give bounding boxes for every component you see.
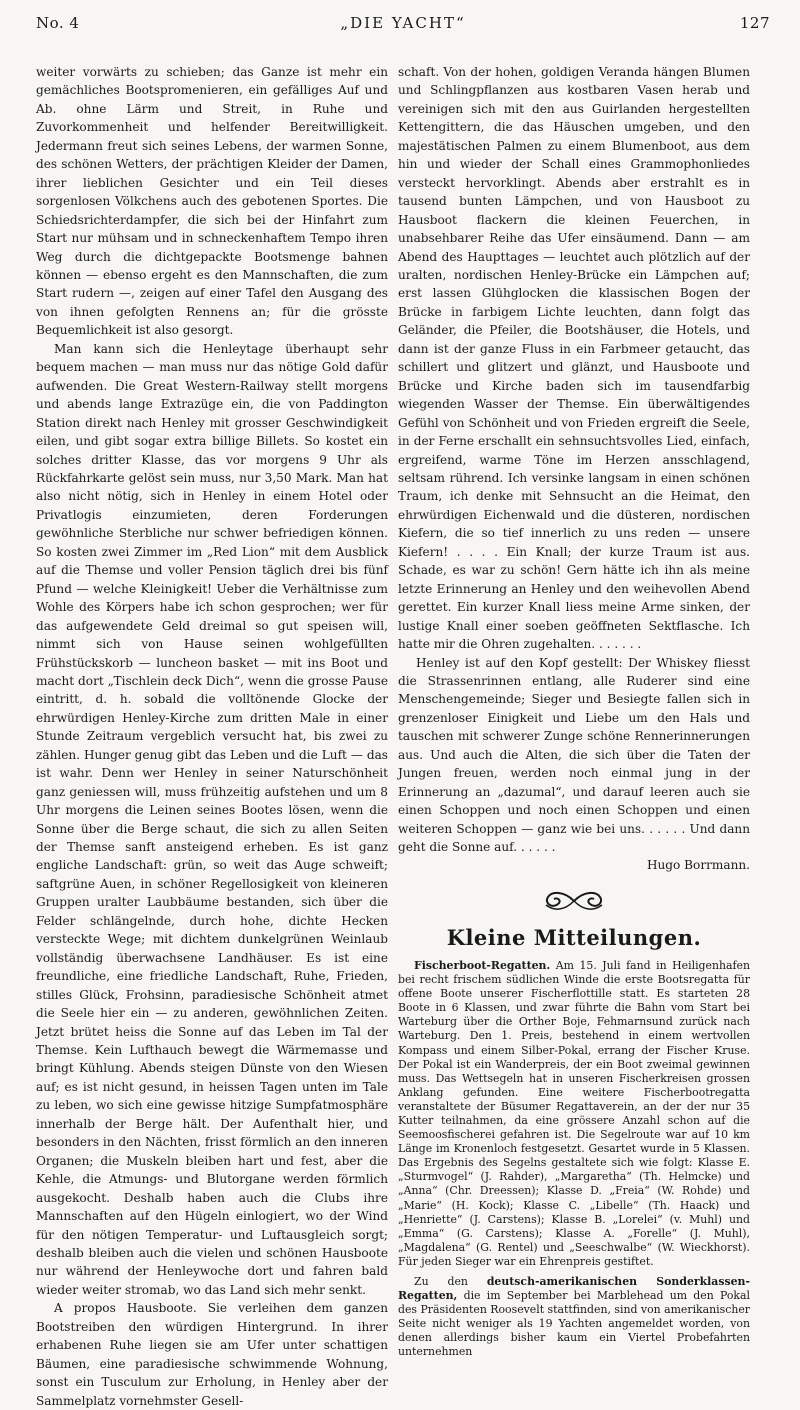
- author-signature: Hugo Borrmann.: [646, 858, 750, 873]
- news-item: [398, 1275, 750, 1360]
- magazine-title: „DIE YACHT“: [340, 14, 466, 32]
- left-column: [36, 63, 388, 1410]
- news-text: Am 15. Juli fand in Heiligenhafen bei recht frischem südlichen Winde die erste Bootsregatta für offene Boote unserer Fischerflottille statt. Es starteten 28 Boote in 6 Klassen, und zwar führte die Bahn vom Start bei Warteburg über die Orther Boje, Fehmarnsund zurück nach Warteburg. Den 1. Preis, bestehend in einem wertvollen Kompass und einem Silber-Pokal, errang der Fischer Kruse. Der Pokal ist ein Wanderpreis, der ein Boot zweimal gewinnen muss. Das Wettsegeln hat in unseren Fischerkreisen grossen Anklang gefunden. Eine weitere Fischerbootregatta veranstaltete der Büsumer Regattaverein, an der der nur 35 Kutter teilnahmen, da eine grössere Anzahl schon auf die Seemoosfischerei gefahren ist. Die Segelroute war auf 10 km Länge im Kronenloch festgesetzt. Gesartet wurde in 5 Klassen. Das Ergebnis des Segelns gestaltete sich wie folgt: Klasse E. „Sturmvogel“ (J. Rahder), „Margaretha“ (Th. Helmcke) und „Anna“ (Chr. Dreessen); Klasse D. „Freia“ (W. Rohde) und „Marie“ (H. Kock); Klasse C. „Libelle“ (Th. Haack) und „Henriette“ (J. Carstens); Klasse B. „Lorelei“ (v. Muhl) und „Emma“ (G. Carstens); Klasse A. „Forelle“ (J. Muhl), „Magdalena“ (G. Rentel) und „Seeschwalbe“ (W. Wieckhorst). Für jeden Sieger war ein Ehrenpreis gestiftet.: [398, 958, 750, 1268]
- article-paragraph: schaft. Von der hohen, goldigen Veranda hängen Blumen und Schlingpflanzen aus kostbaren Vasen herab und vereinigen sich mit den aus Guirlanden hergestellten Kettengittern, die das Häuschen umgeben, und den majestätischen Palmen zu einem Blumenboot, aus dem hin und wieder der Schall eines Grammophonliedes versteckt hervorklingt. Abends aber erstrahlt es in tausend bunten Lämpchen, und von Hausboot zu Hausboot flackern die kleinen Feuerchen, in unabsehbarer Reihe das Ufer einsäumend. Dann — am Abend des Haupttages — leuchtet auch plötzlich auf der uralten, nordischen Henley-Brücke ein Lämpchen auf; erst lassen Glühglocken die klassischen Bogen der Brücke in farbigem Lichte leuchten, dann folgt das Geländer, die Pfeiler, die Bootshäuser, die Hotels, und dann ist der ganze Fluss in ein Farbmeer getaucht, das schillert und glitzert und glänzt, und Hausboote und Brücke und Kirche baden sich im tausendfarbig wiegenden Wasser der Themse. Ein überwältigendes Gefühl von Schönheit und von Frieden ergreift die Seele, in der Ferne erschallt ein sehnsuchtsvolles Lied, einfach, ergreifend, warme Töne im Herzen ansschlagend, seltsam rührend. Ich versinke langsam in einen schönen Traum, ich denke mit Sehnsucht an die Heimat, den ehrwürdigen Eichenwald und die düsteren, nordischen Kiefern, die so tief innerlich zu uns reden — unsere Kiefern! . . . . Ein Knall; der kurze Traum ist aus. Schade, es war zu schön! Gern hätte ich ihn als meine letzte Erinnerung an Henley und den weihevollen Abend gerettet. Ein kurzer Knall liess meine Arme sinken, der lustige Knall einer soeben geöffneten Sektflasche. Ich hatte mir die Ohren zugehalten. . . . . . .: [398, 65, 750, 652]
- news-item: [398, 959, 750, 1269]
- page-header: [36, 14, 770, 40]
- right-column: [398, 63, 750, 1360]
- news-section: [398, 959, 750, 1360]
- news-lead-prefix: Zu den: [414, 1275, 487, 1288]
- news-lead: Fischerboot-Regatten.: [414, 958, 551, 972]
- news-text: die im September bei Marblehead um den Pokal des Präsidenten Roosevelt stattfinden, sind von amerikanischer Seite nicht weniger als 19 Yachten angemeldet worden, von denen allerdings bisher kaum ein Viertel Probefahrten unternehmen: [398, 1289, 751, 1359]
- article-paragraph: A propos Hausboote. Sie verleihen dem ganzen Bootstreiben den würdigen Hintergrund. In ihrer erhabenen Ruhe liegen sie am Ufer unter schattigen Bäumen, eine paradiesische schwimmende Wohnung, sonst ein Tusculum zur Erholung, in Henley aber der Sammelplatz vornehmster Gesell-: [36, 1301, 388, 1408]
- section-title: Kleine Mitteilungen.: [446, 924, 702, 950]
- issue-number: No. 4: [36, 14, 80, 32]
- article-paragraph: Man kann sich die Henleytage überhaupt sehr bequem machen — man muss nur das nötige Gold dafür aufwenden. Die Great Western-Railway stellt morgens und abends lange Extrazüge ein, die von Paddington Station direkt nach Henley mit grosser Geschwindigkeit eilen, und gibt sogar extra billige Billets. So kostet ein solches dritter Klasse, das vor morgens 9 Uhr als Rückfahrkarte gelöst sein muss, nur 3,50 Mark. Man hat also nicht nötig, sich in Henley in einem Hotel oder Privatlogis einzumieten, deren Forderungen gewöhnliche Sterbliche nur schwer befriedigen können. So kosten zwei Zimmer im „Red Lion“ mit dem Ausblick auf die Themse und voller Pension täglich drei bis fünf Pfund — welche Kleinigkeit! Ueber die Verhältnisse zum Wohle des Körpers habe ich schon gesprochen; wer für das aufgewendete Geld dreimal so gut speisen will, nimmt sich von Hause seinen wohlgefüllten Frühstückskorb — luncheon basket — mit ins Boot und macht dort „Tischlein deck Dich“, wenn die grosse Pause eintritt, d. h. sobald die volltönende Glocke der ehrwürdigen Henley-Kirche zum dritten Male in einer Stunde Zeitraum vergeblich versucht hat, bis zwei zu zählen. Hunger genug gibt das Leben und die Luft — das ist wahr. Denn wer Henley in seiner Naturschönheit ganz geniessen will, muss frühzeitig aufstehen und um 8 Uhr morgens die Leinen seines Bootes lösen, wenn die Sonne über die Berge schaut, die sich zu allen Seiten der Themse sanft ansteigend erheben. Es ist ganz engliche Landschaft: grün, so weit das Auge schweift; saftgrüne Auen, in schöner Regellosigkeit von kleineren Gruppen uralter Laubbäume bestanden, sich über die Felder schlängelnde, durch hohe, dichte Hecken versteckte Wege; mit dichtem dunkelgrünen Weinlaub vollständig überwachsene Landhäuser. Es ist eine freundliche, eine friedliche Landschaft, Ruhe, Frieden, stilles Glück, Frohsinn, paradiesische Schönheit atmet die Seele hier ein — zu anderen, gewöhnlichen Zeiten. Jetzt brütet heiss die Sonne auf das Leben im Tal der Themse. Kein Lufthauch bewegt die Wärmemasse und bringt Kühlung. Abends steigen Dünste von den Wiesen auf; es ist nicht gesund, in heissen Tagen unten im Tale zu leben, wo sich eine gewisse hitzige Sumpfatmosphäre innerhalb der Berge hält. Der Aufenthalt hier, und besonders in den Nächten, frisst förmlich an den inneren Organen; die Muskeln bleiben hart und fest, aber die Kehle, die Atmungs- und Blutorgane werden förmlich ausgekocht. Deshalb haben auch die Clubs ihre Mannschaften auf den Hügeln einlogiert, wo der Wind für den nötigen Temperatur- und Luftausgleich sorgt; deshalb bleiben auch die vielen und schönen Hausboote nur während der Henleywoche dort und fahren bald wieder weiter stromab, wo das Land sich mehr senkt.: [36, 341, 388, 1297]
- news-lead: deutsch-amerikanischen Sonderklassen-Regatten,: [398, 1275, 750, 1303]
- article-paragraph: weiter vorwärts zu schieben; das Ganze ist mehr ein gemächliches Bootspromenieren, ein gefälliges Auf und Ab. ohne Lärm und Streit, in Ruhe und Zuvorkommenheit und helfender Bereitwilligkeit. Jedermann freut sich seines Lebens, der warmen Sonne, des schönen Wetters, der prächtigen Kleider der Damen, ihrer lieblichen Gesichter und ein Teil dieses sorgenlosen Völkchens auch des gebotenen Sportes. Die Schiedsrichterdampfer, die sich bei der Hinfahrt zum Start nur mühsam und in schneckenhaftem Tempo ihren Weg durch die dichtgepackte Bootsmenge bahnen können — ebenso ergeht es den Mannschaften, die zum Start rudern —, zeigen auf einer Tafel den Ausgang des von ihnen gefolgten Rennens an; für die grösste Bequemlichkeit ist also gesorgt.: [36, 65, 388, 338]
- page-number: 127: [739, 14, 770, 32]
- ornament-divider-icon: [398, 889, 750, 915]
- article-paragraph: Henley ist auf den Kopf gestellt: Der Whiskey fliesst die Strassenrinnen entlang, alle Ruderer sind eine Menschengemeinde; Sieger und Besiegte fallen sich in grenzenloser Einigkeit und Liebe um den Hals und tauschen mit schwerer Zunge schöne Rennerinnerungen aus. Und auch die Alten, die sich über die Taten der Jungen freuen, werden noch einmal jung in der Erinnerung an „dazumal“, und darauf leeren auch sie einen Schoppen und noch einen Schoppen und einen weiteren Schoppen — ganz wie bei uns. . . . . . Und dann geht die Sonne auf. . . . . .: [398, 655, 750, 855]
